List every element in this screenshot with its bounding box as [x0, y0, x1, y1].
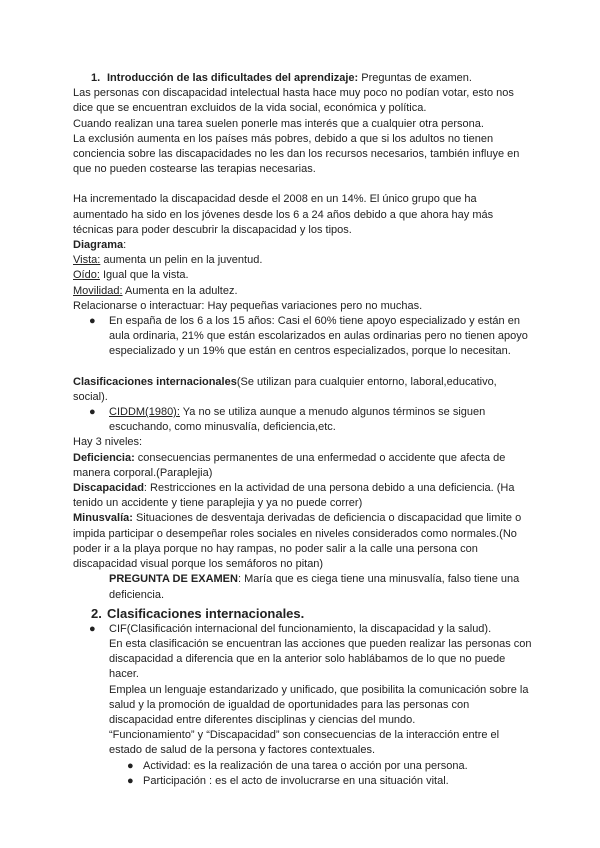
oido-text: Igual que la vista. — [99, 269, 189, 282]
bullet-icon: ● — [127, 774, 134, 787]
section-2-number: 2. — [91, 605, 102, 621]
paragraph-interes: Cuando realizan una tarea suelen ponerle mas interés que a cualquier otra persona. — [73, 117, 484, 130]
discapacidad-text: : Restricciones en la actividad de una persona debido a una deficiencia. (Ha tenido un accidente y tiene paraplejia y ya no puede correr) — [73, 482, 515, 510]
discapacidad-line — [73, 481, 533, 511]
paragraph-exclusion: La exclusión aumenta en los países más pobres, debido a que si los adultos no tienen conciencia sobre las discapacidades no les dan los recursos necesarios, también influye en que no pueden costearse las terapias necesarias. — [73, 132, 520, 176]
section-2-title: Clasificaciones internacionales. — [107, 605, 305, 621]
clasificaciones-title: Clasificaciones internacionales — [73, 375, 237, 388]
minusvalia-line — [73, 511, 533, 572]
list-item-ciddm — [73, 405, 533, 435]
pregunta-examen — [73, 572, 533, 602]
cif-paragraph-2: Emplea un lenguaje estandarizado y unificado, que posibilita la comunicación sobre la salud y la promoción de igualdad de oportunidades para las personas con discapacidad entre diferentes disciplinas y ciencias del mundo. — [109, 683, 529, 726]
diagrama-heading — [73, 238, 533, 253]
section-2-heading — [91, 605, 533, 622]
list-item-spain — [73, 314, 533, 360]
paragraph-incremento: Ha incrementado la discapacidad desde el 2008 en un 14%. El único grupo que ha aumentado ha sido en los jóvenes desde los 6 a 24 años debido a que ahora hay más técnicas para poder descubrir la discapacidad y los tipos. — [73, 193, 494, 236]
cif-paragraph-3: “Funcionamiento” y “Discapacidad” son consecuencias de la interacción entre el estado de salud de la persona y factores contextuales. — [109, 729, 500, 757]
list-item-cif — [73, 622, 533, 759]
vista-line — [73, 253, 533, 268]
list-item-actividad — [73, 759, 533, 774]
vista-label: Vista: — [73, 254, 101, 267]
bullet-icon: ● — [89, 406, 96, 419]
document-body — [73, 71, 533, 789]
movilidad-label: Movilidad: — [73, 284, 123, 297]
deficiencia-line — [73, 451, 533, 481]
deficiencia-text: consecuencias permanentes de una enfermedad o accidente que afecta de manera corporal.(Paraplejia) — [73, 451, 506, 479]
deficiencia-label: Deficiencia: — [73, 451, 135, 464]
section-1-number: 1. — [91, 72, 101, 84]
movilidad-text: Aumenta en la adultez. — [122, 284, 238, 297]
participacion-text: Participación : es el acto de involucrarse en una situación vital. — [143, 774, 449, 787]
list-item-participacion — [73, 774, 533, 789]
pregunta-label: PREGUNTA DE EXAMEN — [109, 573, 238, 586]
list-item-spain-text: En españa de los 6 a los 15 años: Casi el 60% tiene apoyo especializado y están en aula ordinaria, 21% que están escolarizados en aulas ordinarias pero no tienen apoyo especializado y un 19% que están en centros especializados, porque lo necesitan. — [109, 315, 528, 358]
spacer — [73, 360, 533, 375]
cif-paragraph-1: En esta clasificación se encuentran las acciones que pueden realizar las personas con discapacidad a diferencia que en la anterior solo hablábamos de lo que no puede hacer. — [109, 637, 532, 681]
oido-line — [73, 268, 533, 283]
clasificaciones-line — [73, 375, 533, 405]
discapacidad-label: Discapacidad — [73, 482, 144, 495]
paragraph-votar: Las personas con discapacidad intelectual hasta hace muy poco no podían votar, esto nos dice que se encuentran excluidos de la vida social, económica y política. — [73, 87, 514, 115]
section-1-subtitle: Preguntas de examen. — [358, 72, 472, 84]
diagrama-colon: : — [123, 239, 127, 252]
section-1-title: Introducción de las dificultades del aprendizaje: — [107, 72, 359, 84]
clasificaciones-text: (Se utilizan para cualquier entorno, laboral,educativo, social). — [73, 375, 497, 403]
diagrama-label: Diagrama — [73, 239, 124, 252]
oido-label: Oído: — [73, 269, 100, 282]
relacionarse-line: Relacionarse o interactuar: Hay pequeñas variaciones pero no muchas. — [73, 299, 423, 312]
vista-text: aumenta un pelin en la juventud. — [100, 254, 263, 267]
actividad-text: Actividad: es la realización de una tarea o acción por una persona. — [143, 759, 468, 772]
section-1-heading — [91, 71, 533, 86]
movilidad-line — [73, 284, 533, 299]
spacer — [73, 177, 533, 192]
ciddm-text: Ya no se utiliza aunque a menudo algunos términos se siguen escuchando, como minusvalía, deficiencia,etc. — [109, 406, 486, 434]
cif-title: CIF(Clasificación internacional del funcionamiento, la discapacidad y la salud). — [109, 622, 492, 635]
ciddm-label: CIDDM(1980): — [109, 406, 180, 419]
minusvalia-text: Situaciones de desventaja derivadas de deficiencia o discapacidad que limite o impida participar o desempeñar roles sociales en niveles considerados como normales.(No poder ir a la playa porque no hay rampas, no poder salir a la calle una persona con discapacidad visual porque los semáforos no pitan) — [73, 512, 522, 571]
pregunta-text: : María que es ciega tiene una minusvalía, falso tiene una deficiencia. — [109, 573, 520, 601]
bullet-icon: ● — [127, 759, 134, 772]
bullet-icon: ● — [89, 622, 96, 635]
bullet-icon: ● — [89, 315, 96, 328]
minusvalia-label: Minusvalía: — [73, 512, 133, 525]
niveles-line: Hay 3 niveles: — [73, 436, 143, 449]
